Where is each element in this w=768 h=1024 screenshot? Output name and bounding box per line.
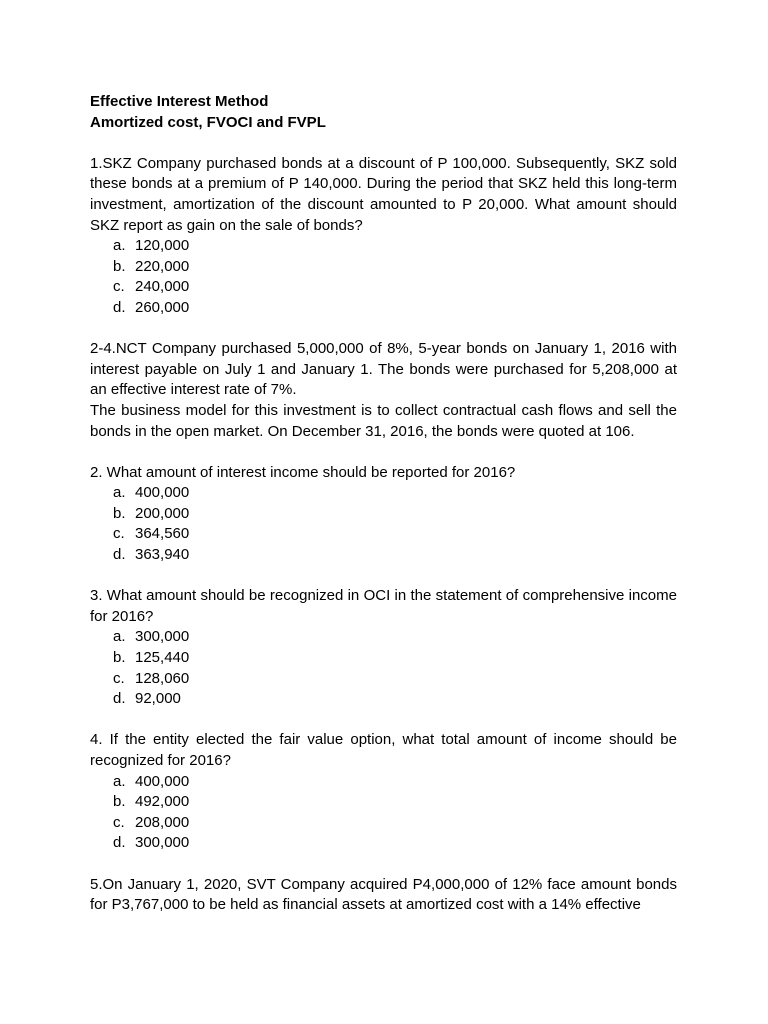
option-value: 240,000	[135, 278, 190, 296]
option-value: 200,000	[135, 504, 190, 522]
option	[113, 257, 677, 278]
document-subtitle: Amortized cost, FVOCI and FVPL	[90, 113, 326, 131]
option-value: 300,000	[135, 834, 190, 852]
option-label: d.	[113, 690, 126, 708]
option-value: 300,000	[135, 628, 190, 646]
option-label: a.	[113, 484, 126, 502]
option	[113, 504, 677, 525]
option-label: a.	[113, 628, 126, 646]
option-label: b.	[113, 793, 126, 811]
option-label: c.	[113, 669, 125, 687]
question-4-text: 4. If the entity elected the fair value option, what total amount of income should be recognized for 2016?	[90, 731, 677, 769]
option	[113, 648, 677, 669]
option-value: 208,000	[135, 813, 190, 831]
question-5-text: 5.On January 1, 2020, SVT Company acquired P4,000,000 of 12% face amount bonds for P3,767,000 to be held as financial assets at amortized cost with a 14% effective	[90, 875, 677, 914]
question-2-text: 2. What amount of interest income should be reported for 2016?	[90, 463, 516, 481]
option	[113, 772, 677, 793]
option	[113, 483, 677, 504]
option-value: 400,000	[135, 484, 190, 502]
option-value: 92,000	[135, 690, 181, 708]
option	[113, 689, 677, 710]
option	[113, 277, 677, 298]
option-label: d.	[113, 298, 126, 316]
option	[113, 236, 677, 257]
case-paragraph-1: 2-4.NCT Company purchased 5,000,000 of 8%, 5-year bonds on January 1, 2016 with interest payable on July 1 and January 1. The bonds were purchased for 5,208,000 at an effective interest rate of 7%.	[90, 340, 677, 399]
question-3-text: 3. What amount should be recognized in OCI in the statement of comprehensive income for 2016?	[90, 587, 677, 625]
option-label: c.	[113, 278, 125, 296]
case-paragraph-2: The business model for this investment is to collect contractual cash flows and sell the bonds in the open market. On December 31, 2016, the bonds were quoted at 106.	[90, 401, 677, 440]
option-value: 125,440	[135, 649, 190, 667]
option	[113, 833, 677, 854]
option-value: 120,000	[135, 237, 190, 255]
option-label: c.	[113, 525, 125, 543]
option-label: d.	[113, 546, 126, 564]
option-label: d.	[113, 834, 126, 852]
option-label: b.	[113, 504, 126, 522]
question-4-options	[90, 772, 677, 854]
option-value: 400,000	[135, 772, 190, 790]
option-label: b.	[113, 257, 126, 275]
option	[113, 813, 677, 834]
option	[113, 524, 677, 545]
option	[113, 669, 677, 690]
question-3-options	[90, 627, 677, 709]
question-1-options	[90, 236, 677, 318]
question-2-options	[90, 483, 677, 565]
option-value: 220,000	[135, 257, 190, 275]
option-label: a.	[113, 237, 126, 255]
document-body	[90, 92, 677, 916]
option-value: 260,000	[135, 298, 190, 316]
option-label: c.	[113, 813, 125, 831]
option	[113, 627, 677, 648]
question-1-text: 1.SKZ Company purchased bonds at a discount of P 100,000. Subsequently, SKZ sold these bonds at a premium of P 140,000. During the period that SKZ held this long-term investment, amortization of the discount amounted to P 20,000. What amount should SKZ report as gain on the sale of bonds?	[90, 154, 677, 234]
option-value: 364,560	[135, 525, 190, 543]
option	[113, 298, 677, 319]
option-value: 492,000	[135, 793, 190, 811]
option-label: a.	[113, 772, 126, 790]
option-value: 363,940	[135, 546, 190, 564]
option	[113, 545, 677, 566]
option	[113, 792, 677, 813]
option-label: b.	[113, 649, 126, 667]
option-value: 128,060	[135, 669, 190, 687]
document-title: Effective Interest Method	[90, 93, 269, 110]
